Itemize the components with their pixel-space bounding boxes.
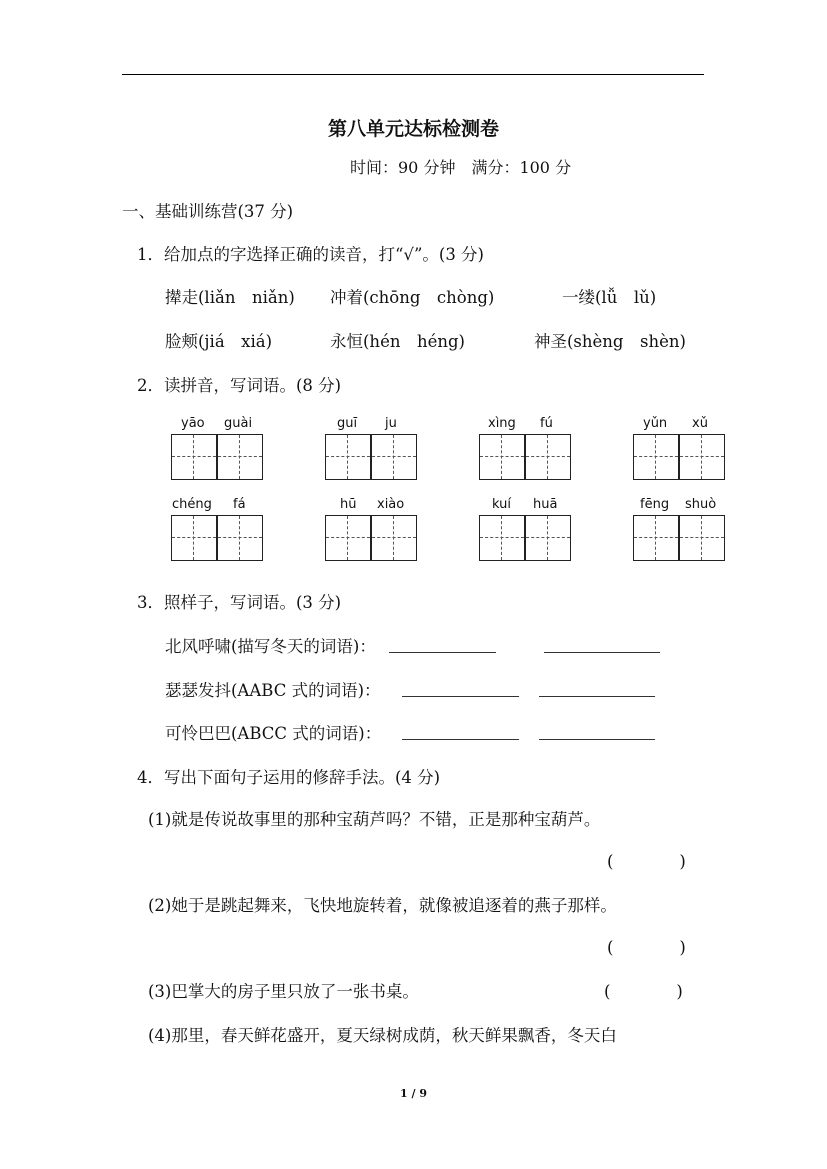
answer-blank[interactable] (389, 652, 496, 654)
pinyin-label: chéng (172, 497, 212, 512)
pinyin-label: shuò (685, 497, 717, 512)
q4-sentence: (1)就是传说故事里的那种宝葫芦吗？不错，正是那种宝葫芦。 (148, 810, 601, 829)
pinyin-label: xǔ (692, 416, 708, 431)
writing-grid[interactable] (325, 434, 417, 480)
question-4-prompt: 4．写出下面句子运用的修辞手法。(4 分) (137, 768, 441, 787)
answer-blank[interactable] (539, 696, 655, 698)
writing-grid[interactable] (633, 434, 725, 480)
answer-parentheses[interactable]: ( ) (607, 852, 686, 871)
q1-option: 脸颊(jiá xiá) (165, 332, 273, 351)
q1-option: 永恒(hén héng) (330, 332, 465, 351)
writing-grid[interactable] (479, 515, 571, 561)
pinyin-label: fá (233, 497, 246, 512)
question-2-prompt: 2．读拼音，写词语。(8 分) (137, 376, 342, 395)
exam-info: 时间：90 分钟 满分：100 分 (350, 158, 572, 177)
q1-option: 神圣(shèng shèn) (534, 332, 686, 351)
answer-blank[interactable] (544, 652, 660, 654)
answer-parentheses[interactable]: ( ) (607, 938, 686, 957)
writing-grid[interactable] (171, 434, 263, 480)
pinyin-label: xìng (488, 416, 516, 431)
answer-parentheses[interactable]: ( ) (604, 982, 683, 1001)
question-3-prompt: 3．照样子，写词语。(3 分) (137, 593, 342, 612)
pinyin-label: guī (337, 416, 358, 431)
q3-line-label: 可怜巴巴(ABCC 式的词语)： (165, 724, 382, 743)
q3-line-label: 瑟瑟发抖(AABC 式的词语)： (165, 681, 381, 700)
q4-sentence: (3)巴掌大的房子里只放了一张书桌。 (148, 982, 419, 1001)
q4-sentence: (2)她于是跳起舞来，飞快地旋转着，就像被追逐着的燕子那样。 (148, 896, 617, 915)
pinyin-label: guài (224, 416, 253, 431)
pinyin-label: kuí (492, 497, 511, 512)
q1-option: 一缕(lǚ lǔ) (562, 288, 657, 307)
pinyin-label: fú (540, 416, 553, 431)
pinyin-label: ju (385, 416, 397, 431)
question-1-prompt: 1．给加点的字选择正确的读音，打“√”。(3 分) (137, 245, 484, 264)
writing-grid[interactable] (479, 434, 571, 480)
section-heading: 一、基础训练营(37 分) (122, 202, 294, 221)
answer-blank[interactable] (402, 739, 519, 741)
answer-blank[interactable] (402, 696, 519, 698)
pinyin-label: yǔn (643, 416, 668, 431)
pinyin-label: fēng (640, 497, 670, 512)
pinyin-label: xiào (377, 497, 405, 512)
q1-option: 撵走(liǎn niǎn) (165, 288, 295, 307)
q1-option: 冲着(chōng chòng) (330, 288, 495, 307)
answer-blank[interactable] (539, 739, 655, 741)
q3-line-label: 北风呼啸(描写冬天的词语)： (165, 637, 376, 656)
q4-sentence: (4)那里，春天鲜花盛开，夏天绿树成荫，秋天鲜果飘香，冬天白 (148, 1026, 617, 1045)
pinyin-label: hū (340, 497, 357, 512)
page-number: 1 / 9 (400, 1087, 427, 1100)
pinyin-label: yāo (181, 416, 205, 431)
page-title: 第八单元达标检测卷 (327, 118, 499, 140)
writing-grid[interactable] (325, 515, 417, 561)
writing-grid[interactable] (171, 515, 263, 561)
pinyin-label: huā (533, 497, 558, 512)
writing-grid[interactable] (633, 515, 725, 561)
header-rule (122, 74, 704, 75)
